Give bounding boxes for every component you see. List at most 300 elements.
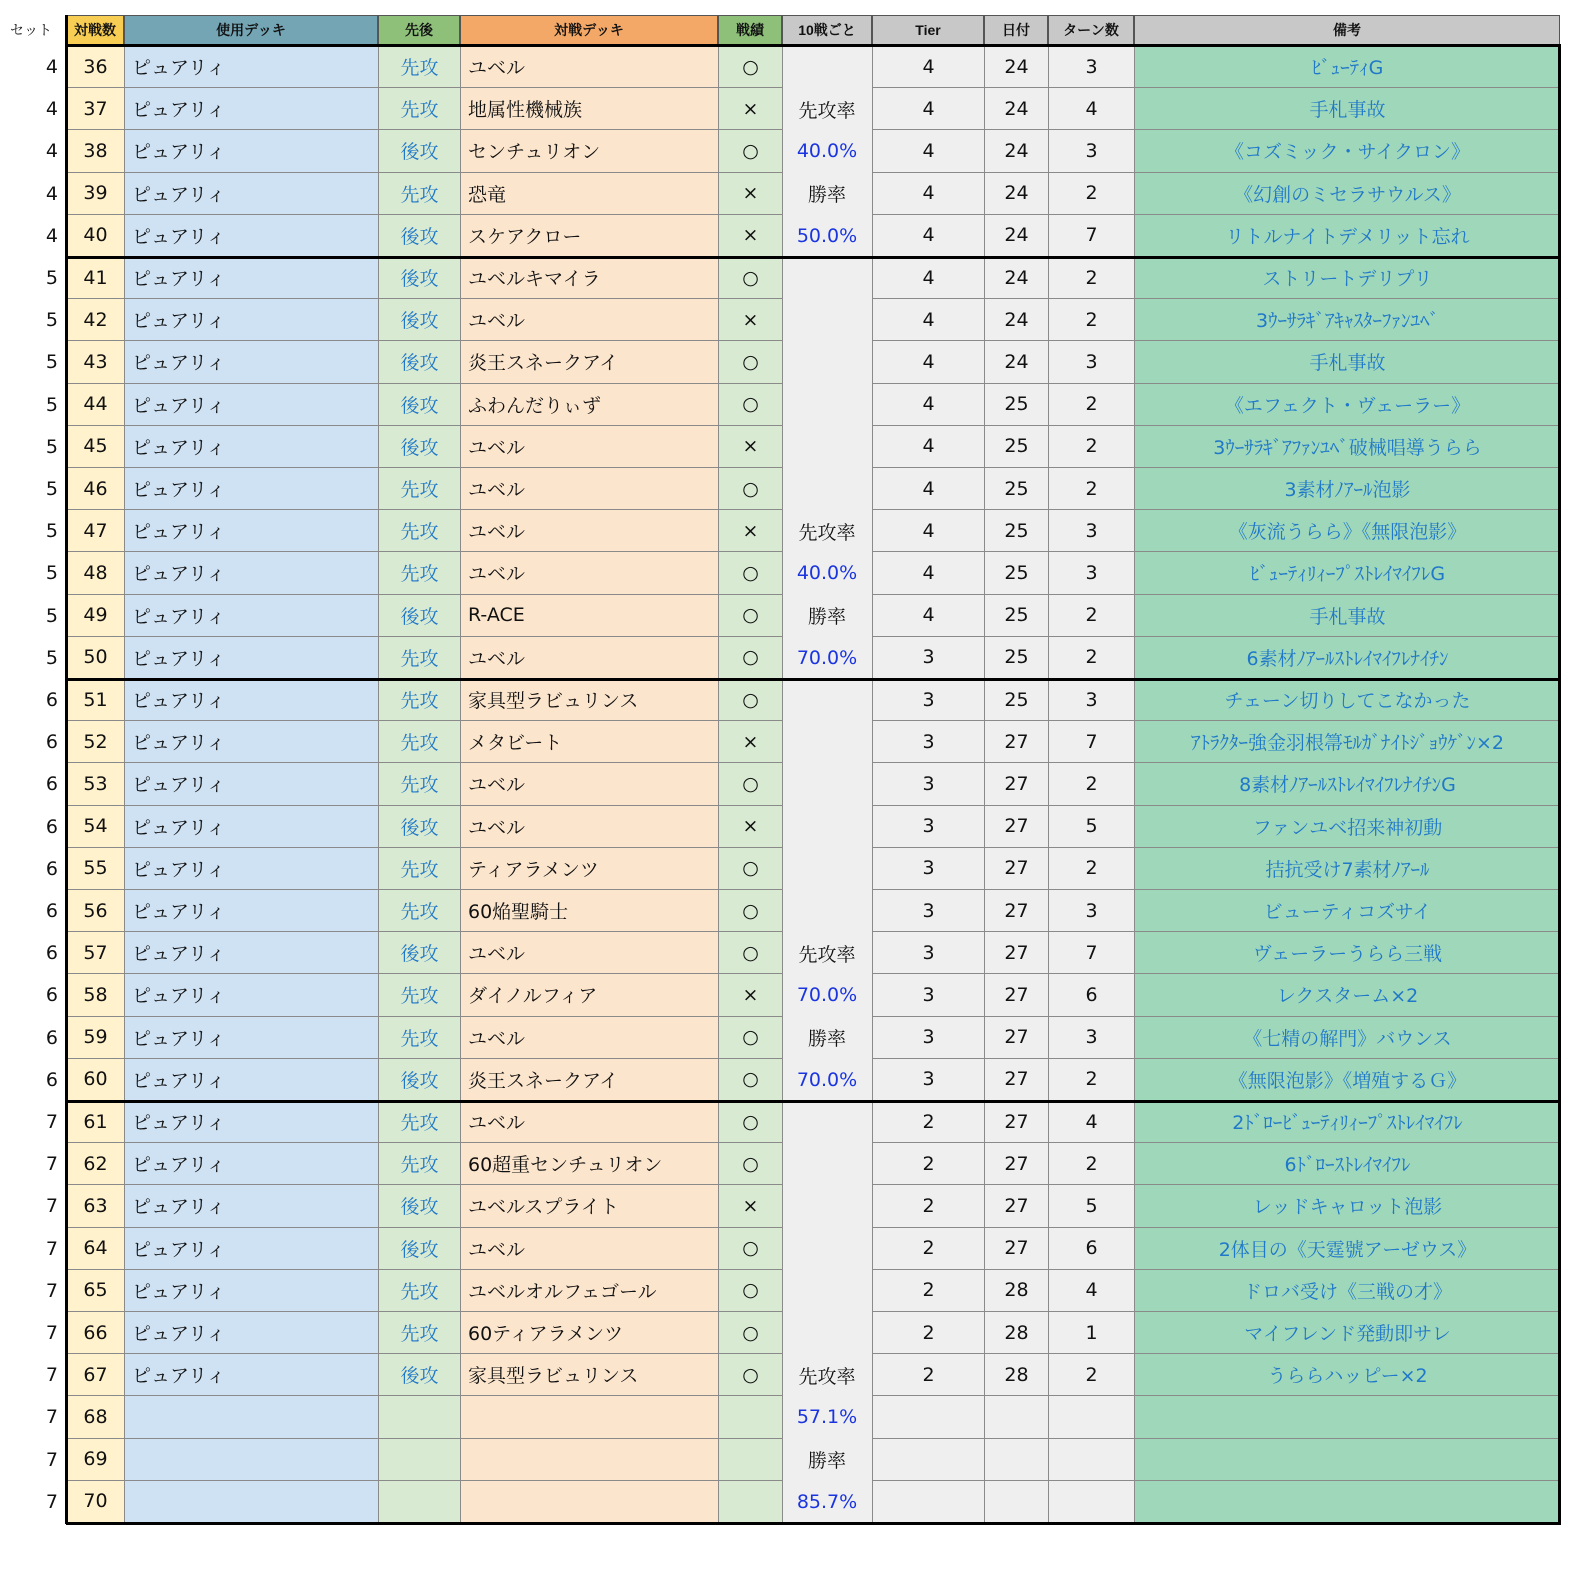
- cell-tier[interactable]: 2: [872, 1270, 984, 1312]
- cell-set[interactable]: 5: [45, 646, 58, 669]
- cell-date[interactable]: 25: [984, 426, 1048, 468]
- cell-no[interactable]: 40: [66, 215, 124, 257]
- cell-opp[interactable]: 60超重センチュリオン: [460, 1143, 718, 1185]
- cell-turns[interactable]: 2: [1048, 468, 1134, 510]
- cell-date[interactable]: 27: [984, 1059, 1048, 1101]
- cell-no[interactable]: 47: [66, 510, 124, 552]
- cell-date[interactable]: 25: [984, 510, 1048, 552]
- cell-date[interactable]: 25: [984, 552, 1048, 594]
- cell-tier[interactable]: 3: [872, 806, 984, 848]
- cell-set[interactable]: 6: [45, 731, 58, 754]
- cell-deck[interactable]: ピュアリィ: [124, 848, 378, 890]
- cell-no[interactable]: 58: [66, 974, 124, 1016]
- cell-no[interactable]: 38: [66, 130, 124, 172]
- column-header-res[interactable]: 戦績: [718, 15, 782, 45]
- cell-res[interactable]: ○: [718, 552, 782, 594]
- column-header-turns[interactable]: ターン数: [1048, 15, 1134, 45]
- cell-deck[interactable]: [124, 1396, 378, 1438]
- cell-deck[interactable]: ピュアリィ: [124, 1354, 378, 1396]
- cell-no[interactable]: 41: [66, 257, 124, 299]
- column-header-note[interactable]: 備考: [1134, 15, 1560, 45]
- cell-note[interactable]: 2ﾄﾞﾛｰﾋﾞｭｰﾃｨﾘｨｰﾌﾟｽﾄﾚｲﾏｲﾌﾚ: [1134, 1101, 1560, 1143]
- cell-set[interactable]: 6: [45, 815, 58, 838]
- cell-note[interactable]: 《灰流うらら》《無限泡影》: [1134, 510, 1560, 552]
- cell-no[interactable]: 48: [66, 552, 124, 594]
- cell-order[interactable]: 後攻: [378, 215, 460, 257]
- cell-order[interactable]: 先攻: [378, 1270, 460, 1312]
- cell-turns[interactable]: 6: [1048, 974, 1134, 1016]
- cell-res[interactable]: ○: [718, 1312, 782, 1354]
- cell-turns[interactable]: 3: [1048, 890, 1134, 932]
- cell-set[interactable]: 4: [45, 98, 58, 121]
- cell-order[interactable]: 先攻: [378, 1101, 460, 1143]
- cell-opp[interactable]: ユベルスプライト: [460, 1185, 718, 1227]
- cell-deck[interactable]: ピュアリィ: [124, 1270, 378, 1312]
- cell-tier[interactable]: [872, 1481, 984, 1523]
- cell-note[interactable]: 拮抗受け7素材ﾉｱｰﾙ: [1134, 848, 1560, 890]
- cell-deck[interactable]: ピュアリィ: [124, 384, 378, 426]
- cell-opp[interactable]: ユベルキマイラ: [460, 257, 718, 299]
- cell-turns[interactable]: 4: [1048, 1270, 1134, 1312]
- cell-tier[interactable]: 4: [872, 426, 984, 468]
- cell-deck[interactable]: ピュアリィ: [124, 173, 378, 215]
- cell-opp[interactable]: ユベル: [460, 426, 718, 468]
- cell-set[interactable]: 4: [45, 56, 58, 79]
- cell-note[interactable]: 8素材ﾉｱｰﾙｽﾄﾚｲﾏｲﾌﾚﾅｲﾁﾝG: [1134, 763, 1560, 805]
- cell-order[interactable]: 後攻: [378, 257, 460, 299]
- cell-tier[interactable]: 2: [872, 1354, 984, 1396]
- cell-turns[interactable]: 2: [1048, 848, 1134, 890]
- cell-turns[interactable]: 3: [1048, 552, 1134, 594]
- cell-tier[interactable]: 2: [872, 1312, 984, 1354]
- cell-turns[interactable]: 2: [1048, 763, 1134, 805]
- cell-res[interactable]: ×: [718, 426, 782, 468]
- cell-note[interactable]: マイフレンド発動即サレ: [1134, 1312, 1560, 1354]
- cell-no[interactable]: 62: [66, 1143, 124, 1185]
- cell-date[interactable]: 27: [984, 1143, 1048, 1185]
- cell-date[interactable]: 24: [984, 46, 1048, 88]
- cell-order[interactable]: 先攻: [378, 510, 460, 552]
- cell-set[interactable]: 5: [45, 435, 58, 458]
- cell-opp[interactable]: ダイノルフィア: [460, 974, 718, 1016]
- cell-opp[interactable]: ユベル: [460, 46, 718, 88]
- cell-no[interactable]: 42: [66, 299, 124, 341]
- cell-note[interactable]: [1134, 1396, 1560, 1438]
- cell-no[interactable]: 54: [66, 806, 124, 848]
- cell-date[interactable]: 28: [984, 1270, 1048, 1312]
- cell-order[interactable]: 先攻: [378, 468, 460, 510]
- cell-note[interactable]: 3素材ﾉｱｰﾙ泡影: [1134, 468, 1560, 510]
- cell-set[interactable]: 4: [45, 224, 58, 247]
- cell-turns[interactable]: 6: [1048, 1228, 1134, 1270]
- cell-tier[interactable]: 4: [872, 215, 984, 257]
- cell-deck[interactable]: ピュアリィ: [124, 1312, 378, 1354]
- cell-opp[interactable]: ユベル: [460, 299, 718, 341]
- cell-order[interactable]: 先攻: [378, 1017, 460, 1059]
- cell-tier[interactable]: 2: [872, 1228, 984, 1270]
- cell-note[interactable]: ファンユベ招来神初動: [1134, 806, 1560, 848]
- cell-no[interactable]: 56: [66, 890, 124, 932]
- cell-order[interactable]: 先攻: [378, 637, 460, 679]
- cell-res[interactable]: ×: [718, 299, 782, 341]
- cell-no[interactable]: 66: [66, 1312, 124, 1354]
- cell-tier[interactable]: [872, 1396, 984, 1438]
- cell-turns[interactable]: 4: [1048, 1101, 1134, 1143]
- cell-turns[interactable]: 7: [1048, 215, 1134, 257]
- cell-tier[interactable]: 3: [872, 890, 984, 932]
- cell-opp[interactable]: 炎王スネークアイ: [460, 1059, 718, 1101]
- cell-deck[interactable]: ピュアリィ: [124, 679, 378, 721]
- cell-order[interactable]: [378, 1439, 460, 1481]
- cell-set[interactable]: 4: [45, 182, 58, 205]
- cell-note[interactable]: ヴェーラーうらら三戦: [1134, 932, 1560, 974]
- cell-turns[interactable]: 1: [1048, 1312, 1134, 1354]
- cell-deck[interactable]: ピュアリィ: [124, 932, 378, 974]
- cell-tier[interactable]: 2: [872, 1185, 984, 1227]
- cell-res[interactable]: ○: [718, 637, 782, 679]
- column-header-date[interactable]: 日付: [984, 15, 1048, 45]
- cell-date[interactable]: 27: [984, 1101, 1048, 1143]
- cell-turns[interactable]: 2: [1048, 173, 1134, 215]
- cell-no[interactable]: 52: [66, 721, 124, 763]
- column-header-set[interactable]: セット: [10, 23, 52, 39]
- cell-set[interactable]: 6: [45, 984, 58, 1007]
- cell-turns[interactable]: 3: [1048, 341, 1134, 383]
- cell-order[interactable]: 先攻: [378, 890, 460, 932]
- cell-tier[interactable]: 4: [872, 257, 984, 299]
- cell-opp[interactable]: ユベル: [460, 468, 718, 510]
- cell-res[interactable]: ×: [718, 173, 782, 215]
- cell-res[interactable]: ○: [718, 1101, 782, 1143]
- cell-no[interactable]: 67: [66, 1354, 124, 1396]
- cell-deck[interactable]: ピュアリィ: [124, 88, 378, 130]
- cell-turns[interactable]: 2: [1048, 1354, 1134, 1396]
- cell-order[interactable]: 先攻: [378, 46, 460, 88]
- cell-order[interactable]: 後攻: [378, 932, 460, 974]
- cell-res[interactable]: ○: [718, 384, 782, 426]
- cell-deck[interactable]: ピュアリィ: [124, 426, 378, 468]
- cell-note[interactable]: [1134, 1439, 1560, 1481]
- cell-set[interactable]: 5: [45, 604, 58, 627]
- cell-date[interactable]: 25: [984, 384, 1048, 426]
- cell-deck[interactable]: ピュアリィ: [124, 763, 378, 805]
- cell-opp[interactable]: ユベル: [460, 1017, 718, 1059]
- cell-note[interactable]: 《コズミック・サイクロン》: [1134, 130, 1560, 172]
- cell-opp[interactable]: [460, 1481, 718, 1523]
- cell-res[interactable]: ○: [718, 932, 782, 974]
- cell-tier[interactable]: 4: [872, 384, 984, 426]
- cell-set[interactable]: 5: [45, 478, 58, 501]
- cell-deck[interactable]: ピュアリィ: [124, 1101, 378, 1143]
- cell-note[interactable]: うららハッピー×2: [1134, 1354, 1560, 1396]
- cell-note[interactable]: ストリートデリプリ: [1134, 257, 1560, 299]
- cell-order[interactable]: 先攻: [378, 552, 460, 594]
- cell-note[interactable]: 手札事故: [1134, 88, 1560, 130]
- cell-order[interactable]: 先攻: [378, 1312, 460, 1354]
- cell-turns[interactable]: 2: [1048, 1059, 1134, 1101]
- cell-opp[interactable]: ユベル: [460, 1228, 718, 1270]
- cell-date[interactable]: 24: [984, 257, 1048, 299]
- cell-deck[interactable]: ピュアリィ: [124, 468, 378, 510]
- cell-set[interactable]: 6: [45, 942, 58, 965]
- cell-turns[interactable]: 7: [1048, 932, 1134, 974]
- cell-no[interactable]: 57: [66, 932, 124, 974]
- cell-res[interactable]: ○: [718, 595, 782, 637]
- cell-tier[interactable]: 4: [872, 552, 984, 594]
- cell-opp[interactable]: センチュリオン: [460, 130, 718, 172]
- cell-res[interactable]: ○: [718, 341, 782, 383]
- cell-deck[interactable]: [124, 1439, 378, 1481]
- cell-set[interactable]: 7: [45, 1448, 58, 1471]
- cell-order[interactable]: 後攻: [378, 384, 460, 426]
- cell-note[interactable]: ビューティコズサイ: [1134, 890, 1560, 932]
- cell-turns[interactable]: 3: [1048, 1017, 1134, 1059]
- cell-no[interactable]: 64: [66, 1228, 124, 1270]
- cell-deck[interactable]: ピュアリィ: [124, 721, 378, 763]
- cell-date[interactable]: 27: [984, 848, 1048, 890]
- cell-date[interactable]: 25: [984, 637, 1048, 679]
- cell-no[interactable]: 69: [66, 1439, 124, 1481]
- cell-deck[interactable]: ピュアリィ: [124, 510, 378, 552]
- cell-date[interactable]: 25: [984, 468, 1048, 510]
- cell-opp[interactable]: ユベル: [460, 510, 718, 552]
- cell-res[interactable]: ○: [718, 1228, 782, 1270]
- cell-res[interactable]: ×: [718, 806, 782, 848]
- cell-order[interactable]: 後攻: [378, 130, 460, 172]
- cell-note[interactable]: 2体目の《天霆號アーゼウス》: [1134, 1228, 1560, 1270]
- cell-date[interactable]: 27: [984, 721, 1048, 763]
- cell-deck[interactable]: ピュアリィ: [124, 1017, 378, 1059]
- cell-order[interactable]: 先攻: [378, 1143, 460, 1185]
- cell-turns[interactable]: 3: [1048, 46, 1134, 88]
- cell-order[interactable]: 後攻: [378, 595, 460, 637]
- cell-set[interactable]: 5: [45, 267, 58, 290]
- cell-turns[interactable]: 3: [1048, 679, 1134, 721]
- cell-date[interactable]: 24: [984, 215, 1048, 257]
- cell-tier[interactable]: 3: [872, 1059, 984, 1101]
- cell-note[interactable]: 《七精の解門》バウンス: [1134, 1017, 1560, 1059]
- cell-tier[interactable]: [872, 1439, 984, 1481]
- cell-res[interactable]: ○: [718, 1059, 782, 1101]
- cell-no[interactable]: 50: [66, 637, 124, 679]
- cell-opp[interactable]: ユベルオルフェゴール: [460, 1270, 718, 1312]
- cell-set[interactable]: 7: [45, 1322, 58, 1345]
- column-header-per10[interactable]: 10戦ごと: [782, 15, 872, 45]
- cell-tier[interactable]: 2: [872, 1143, 984, 1185]
- cell-note[interactable]: 《幻創のミセラサウルス》: [1134, 173, 1560, 215]
- cell-turns[interactable]: 2: [1048, 637, 1134, 679]
- cell-date[interactable]: 25: [984, 679, 1048, 721]
- cell-deck[interactable]: ピュアリィ: [124, 46, 378, 88]
- cell-no[interactable]: 44: [66, 384, 124, 426]
- cell-set[interactable]: 4: [45, 140, 58, 163]
- cell-res[interactable]: ○: [718, 1017, 782, 1059]
- cell-res[interactable]: ×: [718, 215, 782, 257]
- cell-turns[interactable]: [1048, 1396, 1134, 1438]
- cell-note[interactable]: ｱﾄﾗｸﾀｰ強金羽根箒ﾓﾙｶﾞﾅｲﾄｼﾞｮｳｹﾞﾝ×2: [1134, 721, 1560, 763]
- cell-tier[interactable]: 4: [872, 299, 984, 341]
- cell-tier[interactable]: 4: [872, 46, 984, 88]
- cell-deck[interactable]: [124, 1481, 378, 1523]
- cell-tier[interactable]: 3: [872, 848, 984, 890]
- cell-date[interactable]: 24: [984, 341, 1048, 383]
- cell-set[interactable]: 5: [45, 562, 58, 585]
- cell-res[interactable]: ○: [718, 46, 782, 88]
- cell-opp[interactable]: 60ティアラメンツ: [460, 1312, 718, 1354]
- column-header-order[interactable]: 先後: [378, 15, 460, 45]
- cell-set[interactable]: 7: [45, 1364, 58, 1387]
- cell-deck[interactable]: ピュアリィ: [124, 341, 378, 383]
- cell-res[interactable]: ×: [718, 88, 782, 130]
- cell-note[interactable]: 《無限泡影》《増殖するＧ》: [1134, 1059, 1560, 1101]
- cell-tier[interactable]: 4: [872, 341, 984, 383]
- cell-no[interactable]: 70: [66, 1481, 124, 1523]
- cell-deck[interactable]: ピュアリィ: [124, 130, 378, 172]
- cell-opp[interactable]: [460, 1439, 718, 1481]
- cell-order[interactable]: 先攻: [378, 679, 460, 721]
- cell-deck[interactable]: ピュアリィ: [124, 595, 378, 637]
- cell-res[interactable]: ○: [718, 679, 782, 721]
- cell-note[interactable]: 手札事故: [1134, 595, 1560, 637]
- cell-turns[interactable]: 7: [1048, 721, 1134, 763]
- cell-note[interactable]: 手札事故: [1134, 341, 1560, 383]
- cell-set[interactable]: 5: [45, 309, 58, 332]
- cell-set[interactable]: 6: [45, 1068, 58, 1091]
- cell-opp[interactable]: メタビート: [460, 721, 718, 763]
- cell-date[interactable]: 27: [984, 974, 1048, 1016]
- cell-set[interactable]: 7: [45, 1490, 58, 1513]
- cell-deck[interactable]: ピュアリィ: [124, 552, 378, 594]
- cell-tier[interactable]: 4: [872, 595, 984, 637]
- cell-set[interactable]: 7: [45, 1279, 58, 1302]
- cell-opp[interactable]: 家具型ラビュリンス: [460, 679, 718, 721]
- cell-date[interactable]: 27: [984, 932, 1048, 974]
- cell-no[interactable]: 55: [66, 848, 124, 890]
- cell-turns[interactable]: 3: [1048, 130, 1134, 172]
- cell-order[interactable]: 先攻: [378, 88, 460, 130]
- cell-opp[interactable]: 地属性機械族: [460, 88, 718, 130]
- cell-tier[interactable]: 2: [872, 1101, 984, 1143]
- cell-note[interactable]: [1134, 1481, 1560, 1523]
- cell-deck[interactable]: ピュアリィ: [124, 1059, 378, 1101]
- cell-res[interactable]: ○: [718, 1354, 782, 1396]
- cell-set[interactable]: 6: [45, 900, 58, 923]
- column-header-tier[interactable]: Tier: [872, 15, 984, 45]
- cell-opp[interactable]: ユベル: [460, 932, 718, 974]
- cell-res[interactable]: ×: [718, 510, 782, 552]
- cell-order[interactable]: 後攻: [378, 1185, 460, 1227]
- cell-order[interactable]: 後攻: [378, 806, 460, 848]
- cell-deck[interactable]: ピュアリィ: [124, 974, 378, 1016]
- cell-tier[interactable]: 3: [872, 1017, 984, 1059]
- cell-turns[interactable]: 2: [1048, 1143, 1134, 1185]
- cell-note[interactable]: レッドキャロット泡影: [1134, 1185, 1560, 1227]
- cell-turns[interactable]: 2: [1048, 595, 1134, 637]
- cell-note[interactable]: レクスターム×2: [1134, 974, 1560, 1016]
- cell-date[interactable]: 27: [984, 1185, 1048, 1227]
- cell-tier[interactable]: 3: [872, 932, 984, 974]
- cell-no[interactable]: 51: [66, 679, 124, 721]
- cell-set[interactable]: 6: [45, 773, 58, 796]
- cell-order[interactable]: 先攻: [378, 848, 460, 890]
- cell-order[interactable]: 後攻: [378, 1059, 460, 1101]
- cell-opp[interactable]: ティアラメンツ: [460, 848, 718, 890]
- cell-note[interactable]: リトルナイトデメリット忘れ: [1134, 215, 1560, 257]
- column-header-opp[interactable]: 対戦デッキ: [460, 15, 718, 45]
- cell-turns[interactable]: 5: [1048, 806, 1134, 848]
- cell-deck[interactable]: ピュアリィ: [124, 299, 378, 341]
- cell-deck[interactable]: ピュアリィ: [124, 806, 378, 848]
- cell-date[interactable]: [984, 1481, 1048, 1523]
- cell-order[interactable]: 後攻: [378, 341, 460, 383]
- column-header-no[interactable]: 対戦数: [66, 15, 124, 45]
- cell-order[interactable]: [378, 1481, 460, 1523]
- cell-date[interactable]: [984, 1439, 1048, 1481]
- cell-deck[interactable]: ピュアリィ: [124, 257, 378, 299]
- cell-no[interactable]: 60: [66, 1059, 124, 1101]
- cell-opp[interactable]: ユベル: [460, 806, 718, 848]
- cell-set[interactable]: 5: [45, 520, 58, 543]
- cell-order[interactable]: 先攻: [378, 721, 460, 763]
- cell-note[interactable]: 《エフェクト・ヴェーラー》: [1134, 384, 1560, 426]
- cell-no[interactable]: 45: [66, 426, 124, 468]
- cell-set[interactable]: 7: [45, 1111, 58, 1134]
- cell-no[interactable]: 65: [66, 1270, 124, 1312]
- cell-turns[interactable]: 3: [1048, 510, 1134, 552]
- cell-tier[interactable]: 4: [872, 173, 984, 215]
- cell-tier[interactable]: 4: [872, 130, 984, 172]
- cell-opp[interactable]: 60焔聖騎士: [460, 890, 718, 932]
- cell-no[interactable]: 37: [66, 88, 124, 130]
- cell-opp[interactable]: 恐竜: [460, 173, 718, 215]
- cell-set[interactable]: 5: [45, 393, 58, 416]
- cell-turns[interactable]: 5: [1048, 1185, 1134, 1227]
- cell-order[interactable]: 先攻: [378, 173, 460, 215]
- cell-date[interactable]: 24: [984, 299, 1048, 341]
- cell-res[interactable]: ○: [718, 1143, 782, 1185]
- cell-set[interactable]: 6: [45, 1026, 58, 1049]
- cell-res[interactable]: ○: [718, 257, 782, 299]
- cell-deck[interactable]: ピュアリィ: [124, 1143, 378, 1185]
- cell-turns[interactable]: [1048, 1481, 1134, 1523]
- cell-date[interactable]: 28: [984, 1312, 1048, 1354]
- cell-set[interactable]: 7: [45, 1406, 58, 1429]
- cell-res[interactable]: [718, 1439, 782, 1481]
- cell-turns[interactable]: 2: [1048, 426, 1134, 468]
- cell-res[interactable]: ○: [718, 763, 782, 805]
- cell-res[interactable]: ○: [718, 468, 782, 510]
- cell-res[interactable]: ○: [718, 130, 782, 172]
- cell-note[interactable]: 3ｳｰｻﾗｷﾞｱﾌｧﾝﾕﾍﾞ破械唱導うらら: [1134, 426, 1560, 468]
- cell-tier[interactable]: 3: [872, 637, 984, 679]
- cell-tier[interactable]: 3: [872, 763, 984, 805]
- cell-deck[interactable]: ピュアリィ: [124, 1228, 378, 1270]
- cell-turns[interactable]: 2: [1048, 299, 1134, 341]
- cell-note[interactable]: チェーン切りしてこなかった: [1134, 679, 1560, 721]
- cell-note[interactable]: 3ｳｰｻﾗｷﾞｱｷｬｽﾀｰﾌｧﾝﾕﾍﾞ: [1134, 299, 1560, 341]
- cell-res[interactable]: ○: [718, 848, 782, 890]
- cell-no[interactable]: 63: [66, 1185, 124, 1227]
- cell-turns[interactable]: 2: [1048, 257, 1134, 299]
- cell-tier[interactable]: 3: [872, 974, 984, 1016]
- cell-date[interactable]: 27: [984, 806, 1048, 848]
- cell-no[interactable]: 43: [66, 341, 124, 383]
- cell-order[interactable]: 先攻: [378, 763, 460, 805]
- cell-set[interactable]: 5: [45, 351, 58, 374]
- cell-res[interactable]: ×: [718, 974, 782, 1016]
- cell-res[interactable]: ○: [718, 890, 782, 932]
- cell-no[interactable]: 59: [66, 1017, 124, 1059]
